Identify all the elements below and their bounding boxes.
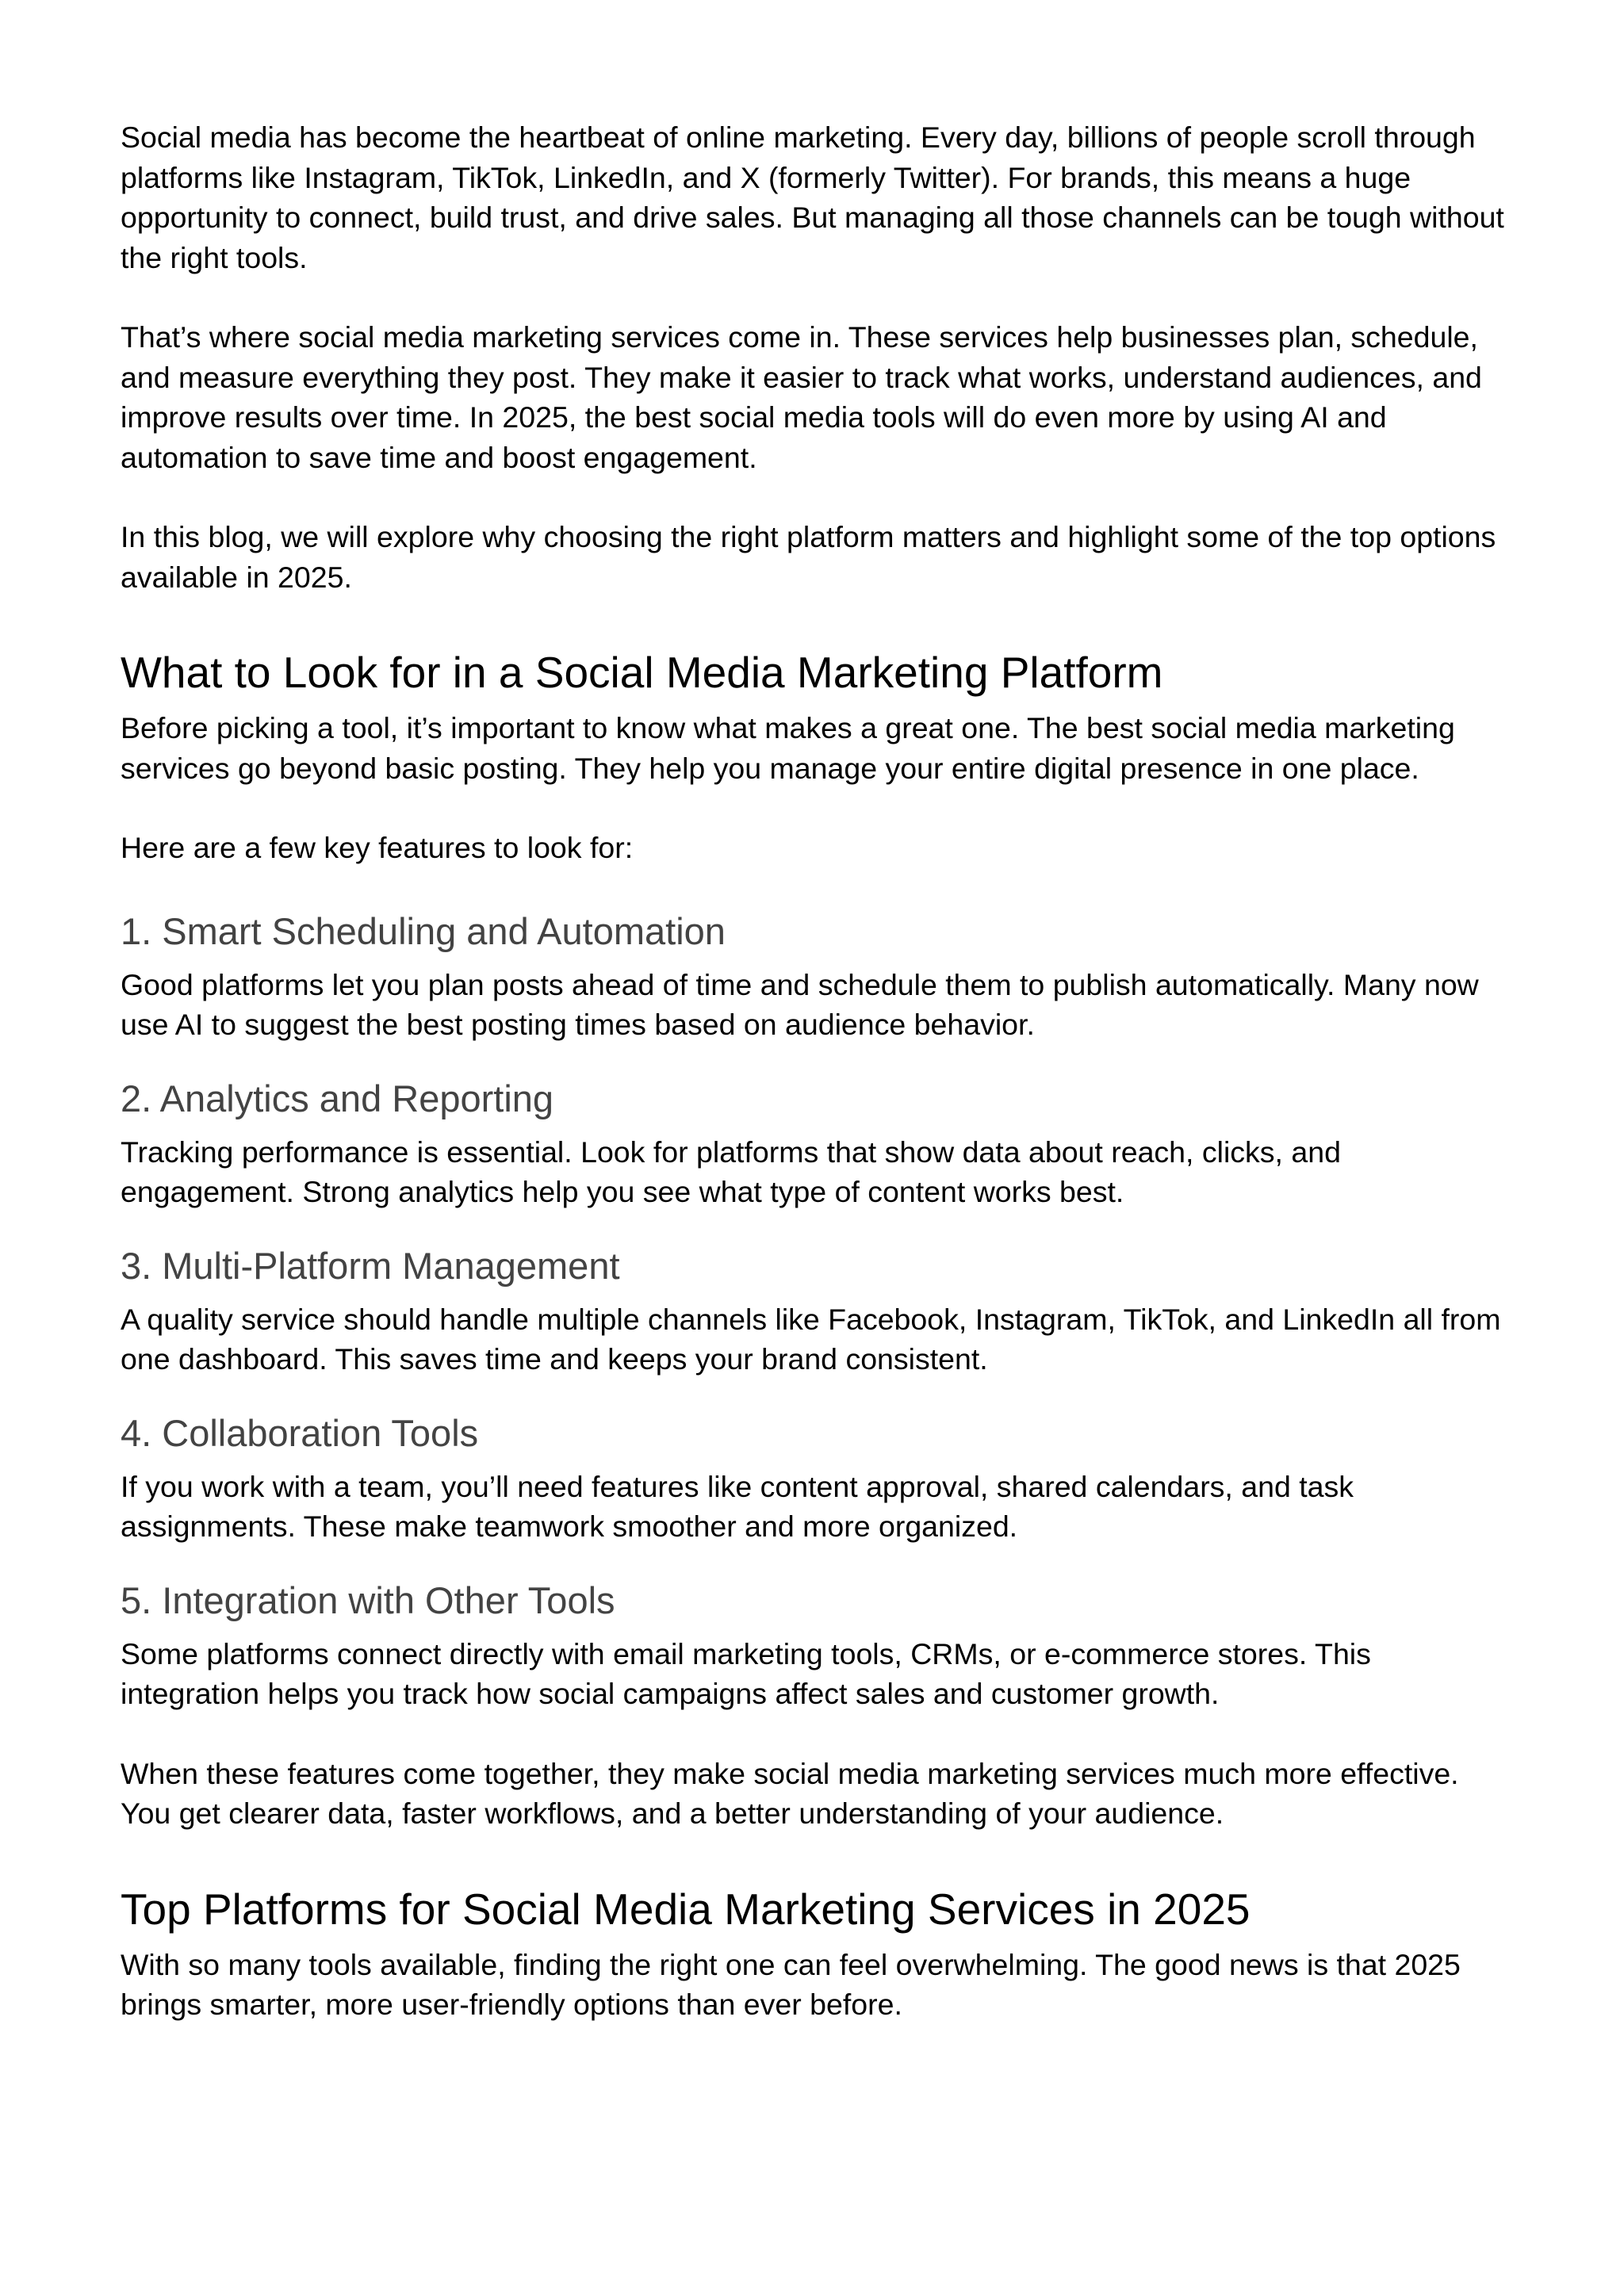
section1-paragraph-1: Before picking a tool, it’s important to know what makes a great one. The best social media marketing services go beyond basic posting. They help you manage your entire digital presence in one place. bbox=[121, 711, 1455, 785]
feature-heading-5: 5. Integration with Other Tools bbox=[121, 1578, 615, 1621]
feature-heading-2: 2. Analytics and Reporting bbox=[121, 1077, 554, 1119]
feature-text-2: Tracking performance is essential. Look for platforms that show data about reach, clicks, and engagement. Strong analytics help you see what type of content works best. bbox=[121, 1135, 1341, 1208]
document-page bbox=[121, 117, 1516, 2025]
feature-text-4: If you work with a team, you’ll need features like content approval, shared calendars, and task assignments. These make teamwork smoother and more organized. bbox=[121, 1469, 1354, 1543]
section2-paragraph: With so many tools available, finding the right one can feel overwhelming. The good news is that 2025 brings smarter, more user-friendly options than ever before. bbox=[121, 1947, 1461, 2021]
section-heading-what-to-look-for: What to Look for in a Social Media Marketing Platform bbox=[121, 648, 1163, 697]
feature-text-5: Some platforms connect directly with email marketing tools, CRMs, or e-commerce stores. This integration helps you track how social campaigns affect sales and customer growth. bbox=[121, 1636, 1371, 1710]
feature-text-3: A quality service should handle multiple channels like Facebook, Instagram, TikTok, and LinkedIn all from one dashboard. This saves time and keeps your brand consistent. bbox=[121, 1302, 1501, 1376]
intro-paragraph-1: Social media has become the heartbeat of online marketing. Every day, billions of people scroll through platforms like Instagram, TikTok, LinkedIn, and X (formerly Twitter). For brands, this means a huge opportunity to connect, build trust, and drive sales. But managing all those channels can be tough without the right tools. bbox=[121, 121, 1504, 274]
section1-paragraph-2: Here are a few key features to look for: bbox=[121, 831, 634, 864]
feature-heading-1: 1. Smart Scheduling and Automation bbox=[121, 909, 726, 952]
section-heading-top-platforms: Top Platforms for Social Media Marketing Services in 2025 bbox=[121, 1884, 1251, 1934]
intro-paragraph-3: In this blog, we will explore why choosing the right platform matters and highlight some of the top options available in 2025. bbox=[121, 520, 1496, 594]
section1-closing-paragraph: When these features come together, they make social media marketing services much more effective. You get clearer data, faster workflows, and a better understanding of your audience. bbox=[121, 1756, 1459, 1830]
feature-heading-4: 4. Collaboration Tools bbox=[121, 1411, 479, 1454]
feature-text-1: Good platforms let you plan posts ahead of time and schedule them to publish automatically. Many now use AI to suggest the best posting times based on audience behavior. bbox=[121, 967, 1479, 1041]
intro-paragraph-2: That’s where social media marketing services come in. These services help businesses plan, schedule, and measure everything they post. They make it easier to track what works, understand audiences, and improve results over time. In 2025, the best social media tools will do even more by using AI and automation to save time and boost engagement. bbox=[121, 320, 1482, 474]
feature-heading-3: 3. Multi-Platform Management bbox=[121, 1244, 620, 1287]
